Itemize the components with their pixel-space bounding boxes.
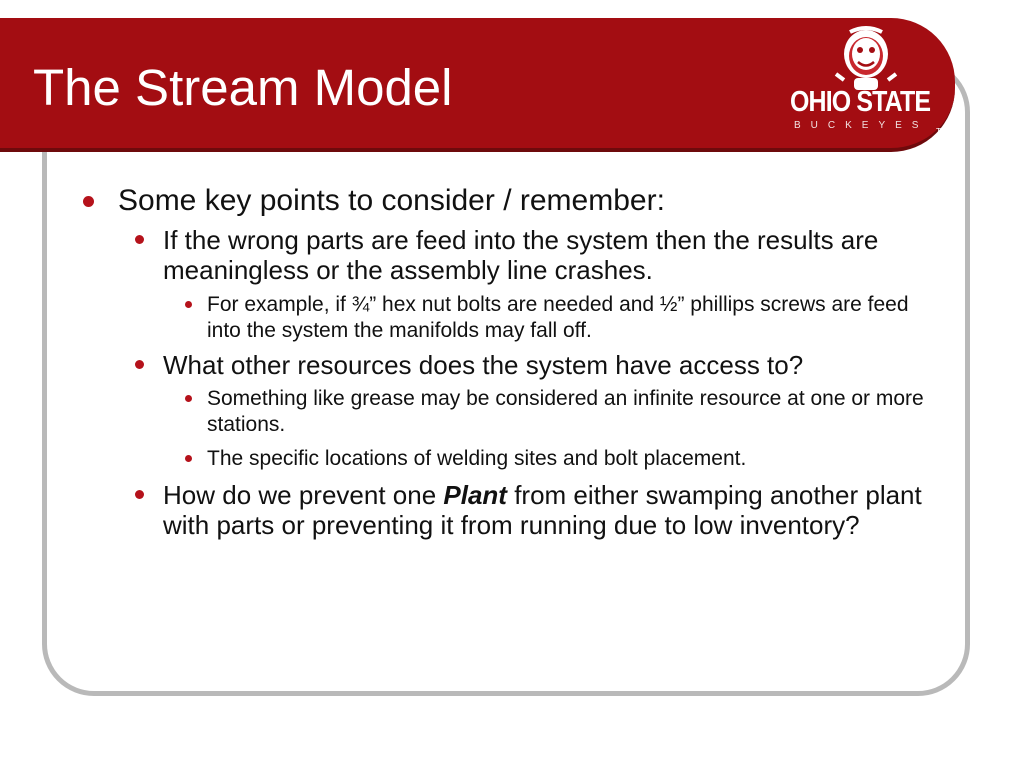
bullet-dot-icon — [185, 395, 192, 402]
logo-wordmark: OHIO STATE — [790, 86, 931, 118]
logo-subtitle: BUCKEYES — [794, 120, 929, 131]
bullet-level3 — [207, 292, 937, 344]
bullet-text: For example, if ¾” hex nut bolts are needed and ½” phillips screws are feed into the system the manifolds may fall off. — [207, 293, 909, 342]
bullet-text-end: from either swamping another plant with parts or preventing it from running due to low inventory? — [163, 480, 922, 540]
bullet-text: If the wrong parts are feed into the system then the results are meaningless or the assembly line crashes. — [163, 225, 879, 285]
bullet-level1 — [118, 184, 938, 217]
bullet-dot-icon — [135, 235, 144, 244]
bullet-level2 — [163, 350, 953, 380]
bullet-emphasis: Plant — [443, 480, 507, 510]
bullet-text: Some key points to consider / remember: — [118, 184, 665, 217]
bullet-text: Something like grease may be considered an infinite resource at one or more stations. — [207, 387, 924, 436]
bullet-level2 — [163, 225, 953, 285]
slide-title: The Stream Model — [33, 59, 453, 116]
bullet-level2 — [163, 480, 953, 540]
bullet-dot-icon — [185, 455, 192, 462]
bullet-level3 — [207, 446, 937, 472]
bullet-text: What other resources does the system have access to? — [163, 350, 804, 380]
bullet-dot-icon — [185, 301, 192, 308]
bullet-dot-icon — [83, 196, 94, 207]
bullet-dot-icon — [135, 490, 144, 499]
bullet-text-start: How do we prevent one — [163, 480, 444, 510]
bullet-level3 — [207, 386, 937, 438]
bullet-dot-icon — [135, 360, 144, 369]
logo-trademark: TM — [936, 127, 948, 136]
bullet-text: The specific locations of welding sites and bolt placement. — [207, 447, 747, 470]
